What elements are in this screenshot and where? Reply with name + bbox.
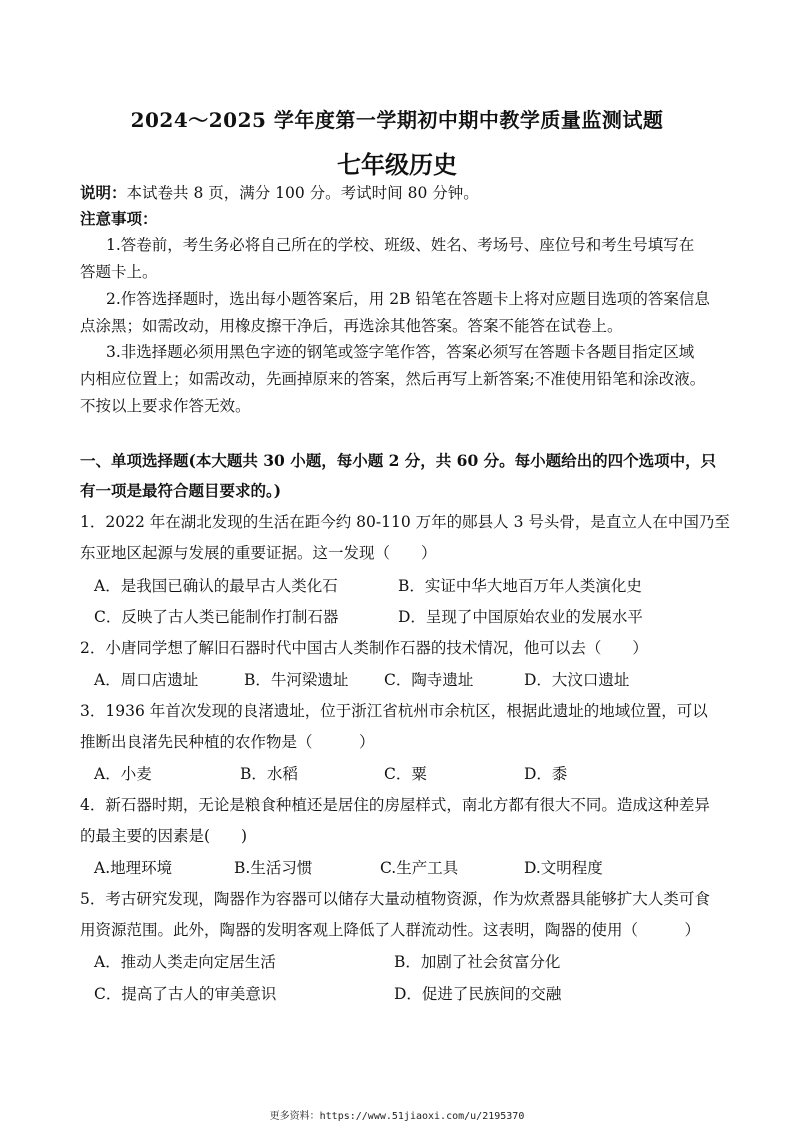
question-5-stem-b: 用资源范围。此外，陶器的发明客观上降低了人群流动性。这表明，陶器的使用（ ） (80, 921, 701, 939)
question-1-options-row1 (94, 576, 714, 596)
question-4-option-a: A.地理环境 (94, 859, 173, 877)
question-5-option-d: D．促进了民族间的交融 (394, 985, 562, 1003)
question-4-option-b: B.生活习惯 (234, 859, 313, 877)
exam-subtitle: 七年级历史 (337, 150, 457, 179)
note3-line-c: 不按以上要求作答无效。 (80, 397, 251, 415)
section1-heading-a: 一、单项选择题(本大题共 30 小题，每小题 2 分，共 60 分。每小题给出的四个选项中，只 (80, 451, 717, 470)
question-1-option-c: C．反映了古人类已能制作打制石器 (94, 608, 339, 626)
question-5-option-c: C．提高了古人的审美意识 (94, 985, 277, 1003)
footer-link[interactable]: 更多资料：https://www.51jiaoxi.com/u/2195370 (269, 1111, 525, 1122)
question-1-stem-b: 东亚地区起源与发展的重要证据。这一发现（ ） (80, 544, 437, 562)
note2-line-b: 点涂黑；如需改动，用橡皮擦干净后，再选涂其他答案。答案不能答在试卷上。 (80, 317, 623, 335)
question-2-option-d: D．大汶口遗址 (524, 671, 630, 689)
question-1-stem-a: 1．2022 年在湖北发现的生活在距今约 80-110 万年的郧县人 3 号头骨，是直立人在中国乃至 (80, 513, 730, 531)
explain-text: 本试卷共 8 页，满分 100 分。考试时间 80 分钟。 (126, 184, 479, 202)
note3-line-a: 3.非选择题必须用黑色字迹的钢笔或签字笔作答，答案必须写在答题卡各题目指定区域 (106, 343, 695, 361)
question-3-option-a: A．小麦 (94, 765, 152, 783)
explain-line (80, 183, 720, 203)
note1-line-a: 1.答卷前，考生务必将自己所在的学校、班级、姓名、考场号、座位号和考生号填写在 (106, 236, 695, 254)
question-3-option-c: C．粟 (384, 765, 427, 783)
question-3-option-d: D．黍 (524, 765, 568, 783)
notes-label: 注意事项： (80, 209, 158, 228)
question-3-option-b: B．水稻 (240, 765, 298, 783)
question-3-stem-b: 推断出良渚先民种植的农作物是（ ） (80, 733, 375, 751)
note3-line-b: 内相应位置上；如需改动，先画掉原来的答案，然后再写上新答案;不准使用铅笔和涂改液。 (80, 370, 706, 388)
question-5-options-row1 (94, 952, 714, 972)
question-5-stem-a: 5．考古研究发现，陶器作为容器可以储存大量动植物资源，作为炊煮器具能够扩大人类可食 (80, 890, 710, 908)
question-4-stem-b: 的最主要的因素是( ) (80, 827, 248, 845)
question-1-option-a: A．是我国已确认的最早古人类化石 (94, 577, 338, 595)
question-3-options (94, 764, 714, 784)
question-1-option-d: D．呈现了中国原始农业的发展水平 (398, 608, 643, 626)
explain-label: 说明： (80, 183, 127, 202)
exam-title: 2024～2025 学年度第一学期初中期中教学质量监测试题 (130, 108, 664, 132)
question-5-option-a: A．推动人类走向定居生活 (94, 953, 276, 971)
note2-line-a: 2.作答选择题时，选出每小题答案后，用 2B 铅笔在答题卡上将对应题目选项的答案信息 (106, 290, 710, 308)
question-2-option-b: B．牛河梁遗址 (244, 671, 349, 689)
question-1-options-row2 (94, 607, 714, 627)
question-4-option-c: C.生产工具 (380, 859, 459, 877)
question-4-stem-a: 4．新石器时期，无论是粮食种植还是居住的房屋样式，南北方都有很大不同。造成这种差异 (80, 796, 710, 814)
question-3-stem-a: 3．1936 年首次发现的良渚遗址，位于浙江省杭州市余杭区，根据此遗址的地域位置，可以 (80, 702, 708, 720)
question-2-stem-a: 2．小唐同学想了解旧石器时代中国古人类制作石器的技术情况，他可以去（ ） (80, 639, 648, 657)
question-5-options-row2 (94, 984, 714, 1004)
question-5-option-b: B．加剧了社会贫富分化 (394, 953, 561, 971)
question-4-option-d: D.文明程度 (524, 859, 603, 877)
note1-line-b: 答题卡上。 (80, 263, 158, 281)
question-2-options (94, 670, 714, 690)
question-1-option-b: B．实证中华大地百万年人类演化史 (398, 577, 642, 595)
question-4-options (94, 858, 714, 878)
question-2-option-a: A．周口店遗址 (94, 671, 199, 689)
section1-heading-b: 有一项是最符合题目要求的。) (80, 481, 282, 500)
question-2-option-c: C．陶寺遗址 (384, 671, 474, 689)
